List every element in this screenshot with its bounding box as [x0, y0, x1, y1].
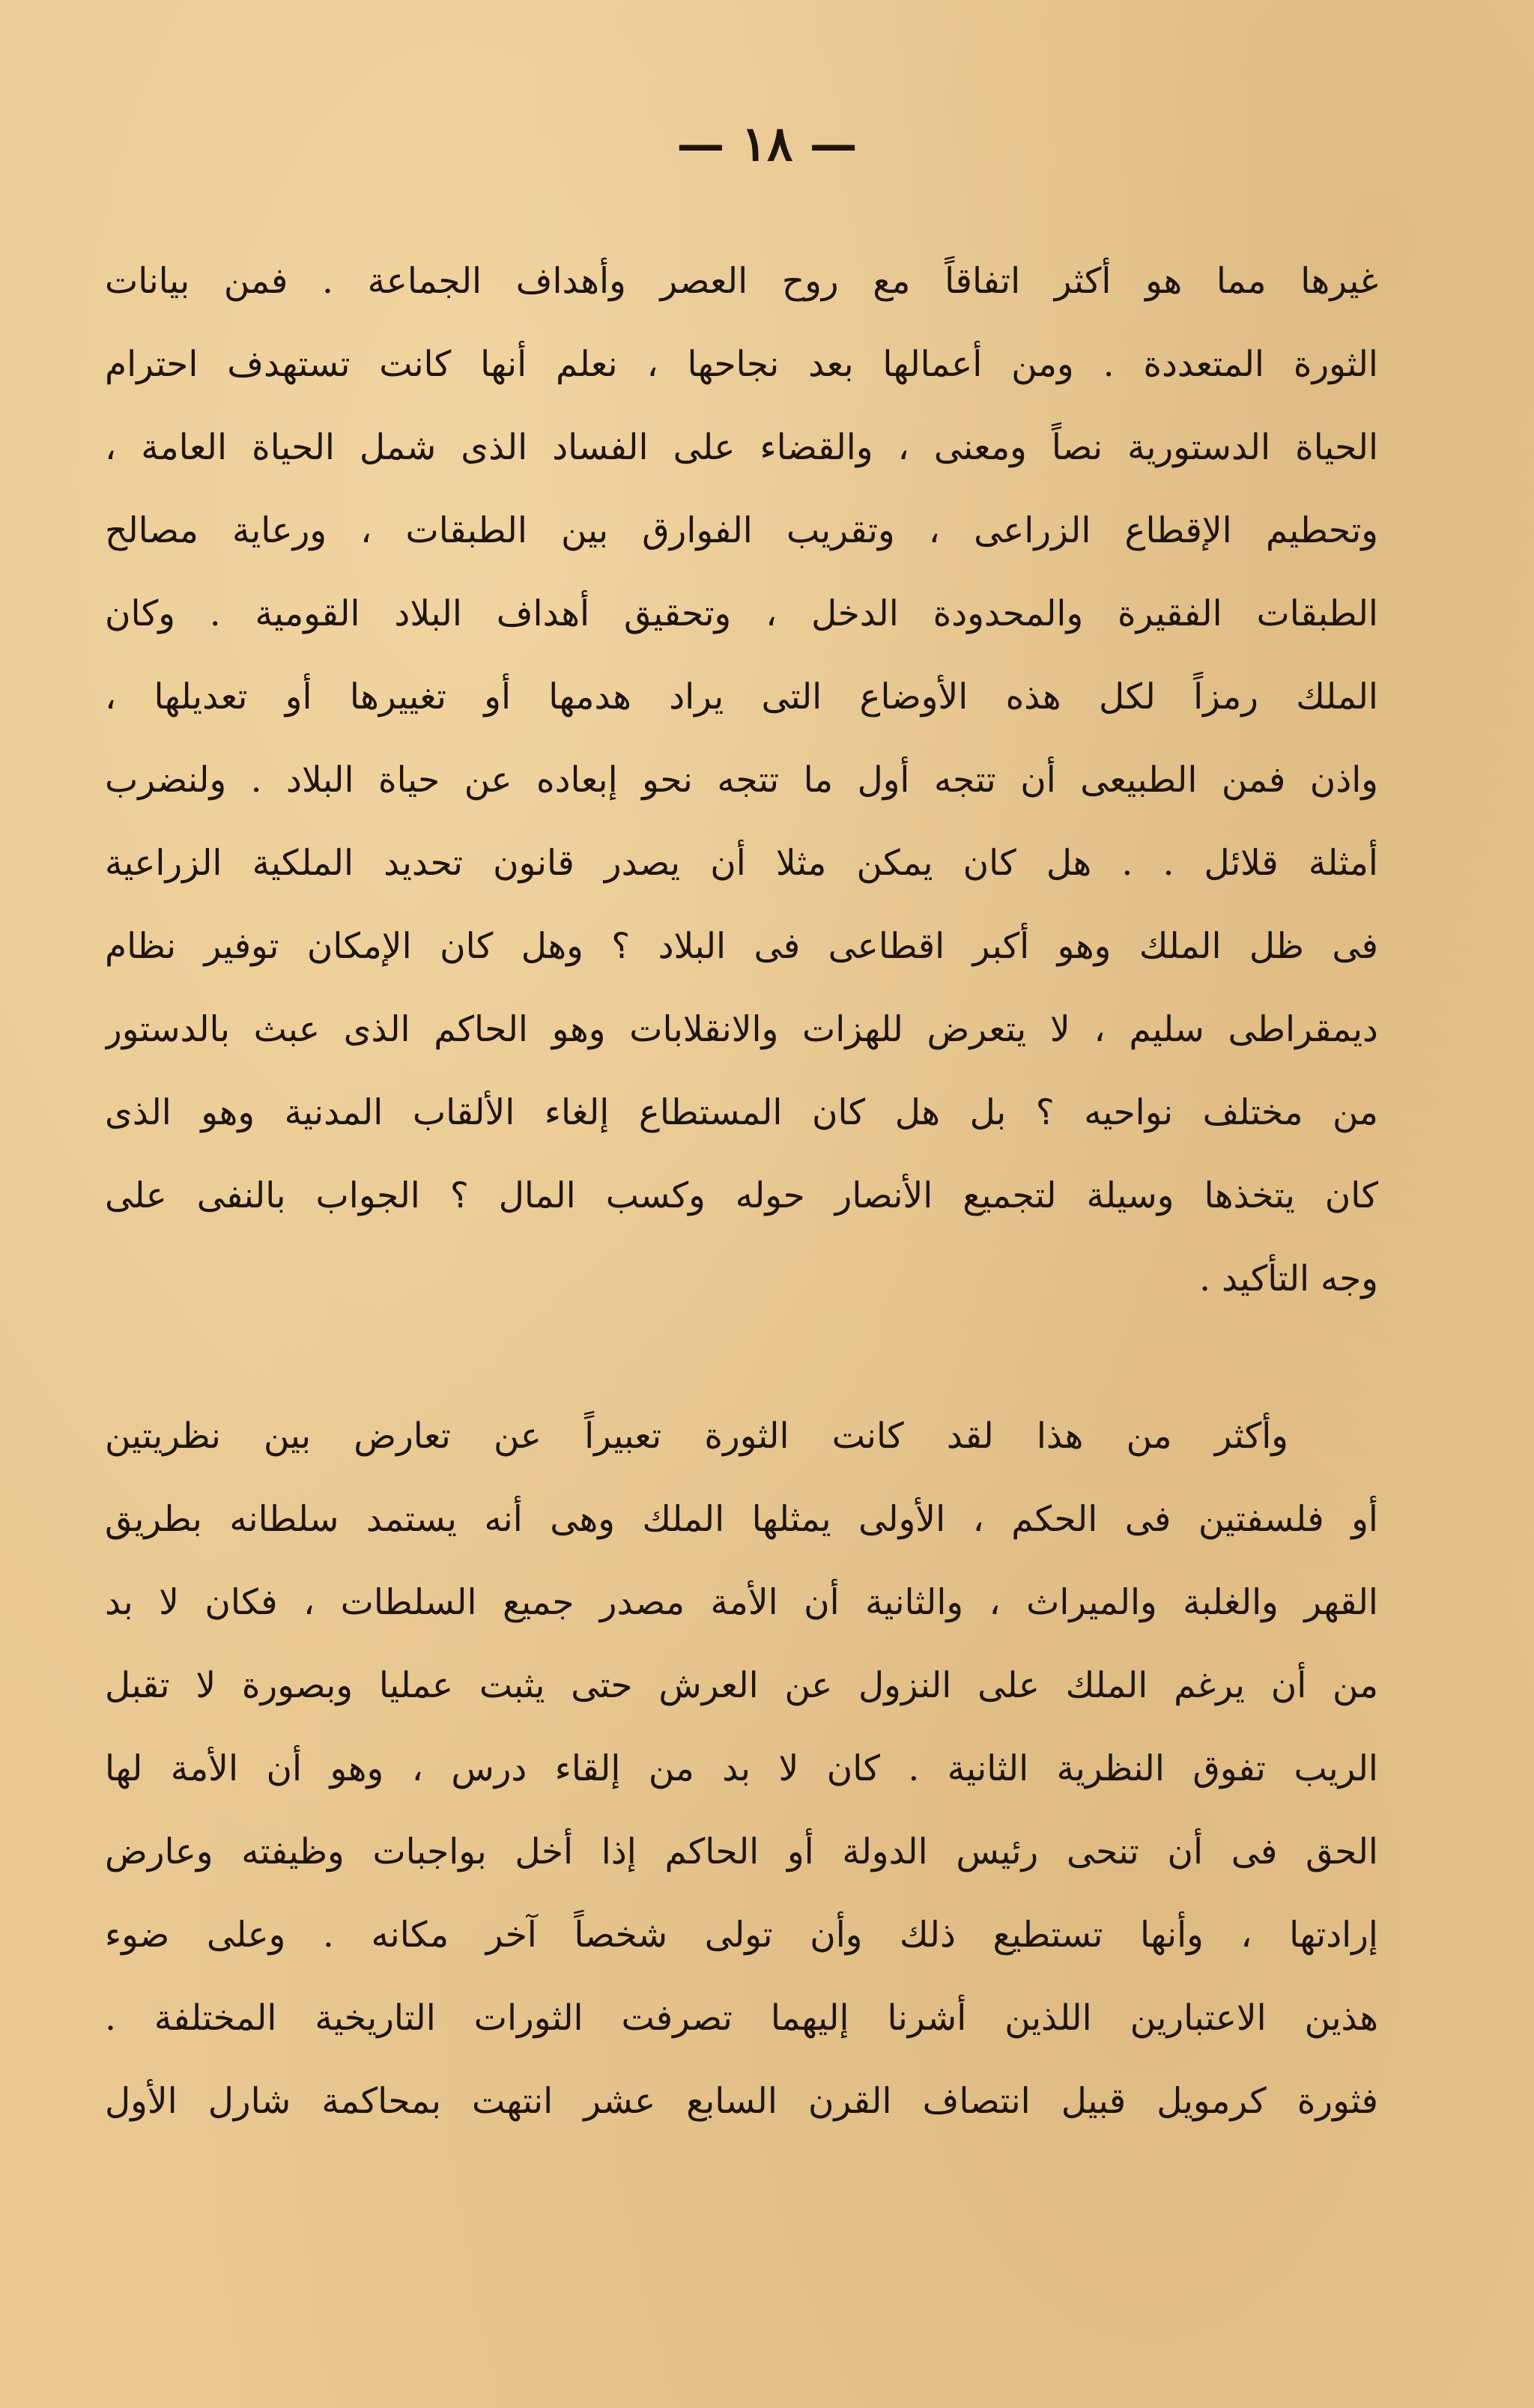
text-line: ديمقراطى سليم ، لا يتعرض للهزات والانقلابات وهو الحاكم الذى عبث بالدستور [105, 1009, 1378, 1050]
text-line: الحق فى أن تنحى رئيس الدولة أو الحاكم إذا أخل بواجبات وظيفته وعارض [105, 1831, 1378, 1872]
text-line: إرادتها ، وأنها تستطيع ذلك وأن تولى شخصاً آخر مكانه . وعلى ضوء [105, 1914, 1378, 1956]
text-line: من أن يرغم الملك على النزول عن العرش حتى يثبت عمليا وبصورة لا تقبل [105, 1665, 1378, 1706]
text-line: واذن فمن الطبيعى أن تتجه أول ما تتجه نحو إبعاده عن حياة البلاد . ولنضرب [105, 759, 1378, 801]
text-line: الملك رمزاً لكل هذه الأوضاع التى يراد هدمها أو تغييرها أو تعديلها ، [105, 676, 1378, 718]
page-number: — ١٨ — [676, 116, 858, 172]
text-line: غيرها مما هو أكثر اتفاقاً مع روح العصر وأهداف الجماعة . فمن بيانات [105, 261, 1378, 302]
text-line: الحياة الدستورية نصاً ومعنى ، والقضاء على الفساد الذى شمل الحياة العامة ، [105, 427, 1378, 468]
paragraph-2 [105, 1395, 1378, 2143]
text-line: هذين الاعتبارين اللذين أشرنا إليهما تصرفت الثورات التاريخية المختلفة . [105, 1998, 1378, 2039]
text-line: وتحطيم الإقطاع الزراعى ، وتقريب الفوارق بين الطبقات ، ورعاية مصالح [105, 510, 1378, 551]
text-line: الطبقات الفقيرة والمحدودة الدخل ، وتحقيق أهداف البلاد القومية . وكان [105, 593, 1378, 634]
text-line: الريب تفوق النظرية الثانية . كان لا بد من إلقاء درس ، وهو أن الأمة لها [105, 1748, 1378, 1789]
text-line: أو فلسفتين فى الحكم ، الأولى يمثلها الملك وهى أنه يستمد سلطانه بطريق [105, 1499, 1378, 1540]
text-line: القهر والغلبة والميراث ، والثانية أن الأمة مصدر جميع السلطات ، فكان لا بد [105, 1582, 1378, 1623]
text-line: من مختلف نواحيه ؟ بل هل كان المستطاع إلغاء الألقاب المدنية وهو الذى [105, 1092, 1378, 1133]
text-line: وأكثر من هذا لقد كانت الثورة تعبيراً عن تعارض بين نظريتين [105, 1416, 1288, 1457]
text-line: كان يتخذها وسيلة لتجميع الأنصار حوله وكسب المال ؟ الجواب بالنفى على [105, 1175, 1378, 1216]
paragraph-1 [105, 240, 1378, 1320]
text-line: الثورة المتعددة . ومن أعمالها بعد نجاحها ، نعلم أنها كانت تستهدف احترام [105, 344, 1378, 385]
text-line: فثورة كرمويل قبيل انتصاف القرن السابع عشر انتهت بمحاكمة شارل الأول [105, 2081, 1378, 2122]
text-line: فى ظل الملك وهو أكبر اقطاعى فى البلاد ؟ وهل كان الإمكان توفير نظام [105, 926, 1378, 967]
text-line: وجه التأكيد . [1199, 1258, 1378, 1299]
text-line: أمثلة قلائل . . هل كان يمكن مثلا أن يصدر قانون تحديد الملكية الزراعية [105, 843, 1378, 884]
